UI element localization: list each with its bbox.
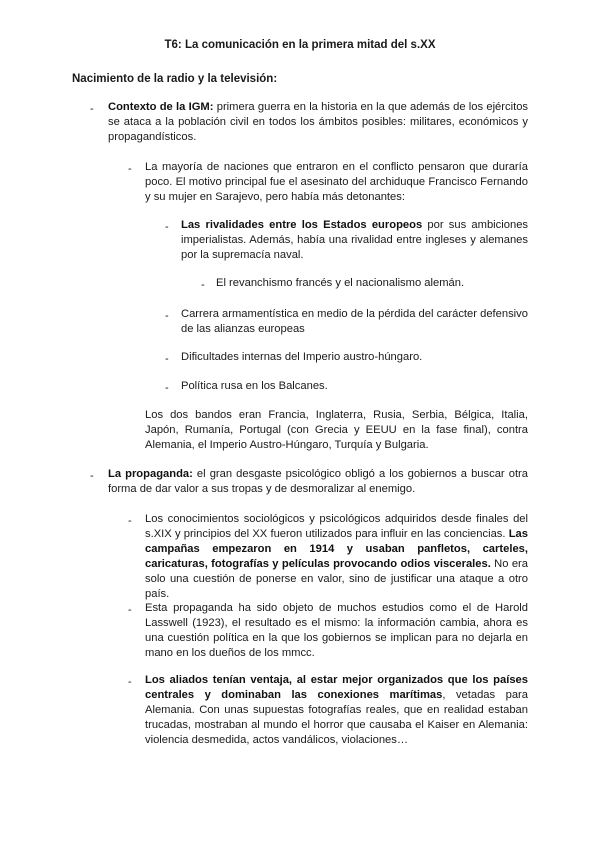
sides-paragraph: Los dos bandos eran Francia, Inglaterra, Rusia, Serbia, Bélgica, Italia, Japón, Rumanía, Portugal (con Grecia y EEUU en la fase final), contra Alemania, el Imperio Austro-Húngaro, Turquía y Bulgaria. [145,409,528,451]
bullet-dash: - [165,310,169,322]
bullet-dash: - [165,353,169,365]
bullet-dash: - [128,163,132,175]
propaganda-1-text: Los conocimientos sociológicos y psicológicos adquiridos desde finales del s.XIX y principios del XX fueron utilizados para influir en las conciencias. [145,513,528,540]
context-lead: Contexto de la IGM: [108,101,214,113]
section-heading: Nacimiento de la radio y la televisión: [72,73,278,85]
russia-item: Política rusa en los Balcanes. [181,380,328,392]
propaganda-lead: La propaganda: [108,468,193,480]
bullet-dash: - [90,103,94,115]
bullet-dash: - [90,470,94,482]
propaganda-1-tail: No era solo una cuestión de ponerse en valor, sino de justificar una ataque a otro país. [145,558,528,600]
page-title: T6: La comunicación en la primera mitad del s.XX [164,39,436,51]
propaganda-3-text: , vetadas para Alemania. Con unas supuestas fotografías reales, que en realidad estaban trucadas, mostraban al mundo el horror que causaba el Kaiser en Alemania: violencia desmedida, actos vandálicos, violaciones… [145,689,528,746]
bullet-dash: - [128,515,132,527]
bullet-dash: - [128,676,132,688]
rivalries-item [181,218,528,263]
arms-race-item: Carrera armamentística en medio de la pérdida del carácter defensivo de las alianzas europeas [181,308,528,335]
propaganda-1-bold: Las campañas empezaron en 1914 y usaban panfletos, carteles, caricaturas, fotografías y películas provocando odios viscerales. [145,528,528,570]
context-intro: La mayoría de naciones que entraron en el conflicto pensaron que duraría poco. El motivo principal fue el asesinato del archiduque Francisco Fernando y su mujer en Sarajevo, pero había más detonantes: [145,161,528,203]
propaganda-text: el gran desgaste psicológico obligó a los gobiernos a buscar otra forma de dar valor a sus tropas y de desmoralizar al enemigo. [108,468,528,495]
propaganda-item-2: Esta propaganda ha sido objeto de muchos estudios como el de Harold Lasswell (1923), el resultado es el mismo: la información cambia, ahora es una cuestión política en la que los gobiernos se implican para no dejarla en mano en los dueños de los mmcc. [145,602,528,659]
propaganda-3-bold: Los aliados tenían ventaja, al estar mejor organizados que los países centrales y dominaban las conexiones marítimas [145,674,528,701]
bullet-dash: - [128,604,132,616]
propaganda-item-3 [145,673,528,748]
bullet-dash: - [165,382,169,394]
rivalries-text: por sus ambiciones imperialistas. Además, había una rivalidad entre ingleses y alemanes por la supremacía naval. [181,219,529,261]
context-text: primera guerra en la historia en la que además de los ejércitos se ataca a la población civil en todos los ámbitos posibles: militares, económicos y propagandísticos. [108,101,529,143]
propaganda-item-1 [145,512,528,602]
revanchism-item: El revanchismo francés y el nacionalismo alemán. [216,277,465,289]
bullet-dash: - [201,279,205,291]
austro-item: Dificultades internas del Imperio austro-húngaro. [181,351,423,363]
bullet-dash: - [165,221,169,233]
propaganda-paragraph [108,467,528,497]
context-paragraph [108,100,528,145]
rivalries-bold: Las rivalidades entre los Estados europeos [181,219,423,231]
